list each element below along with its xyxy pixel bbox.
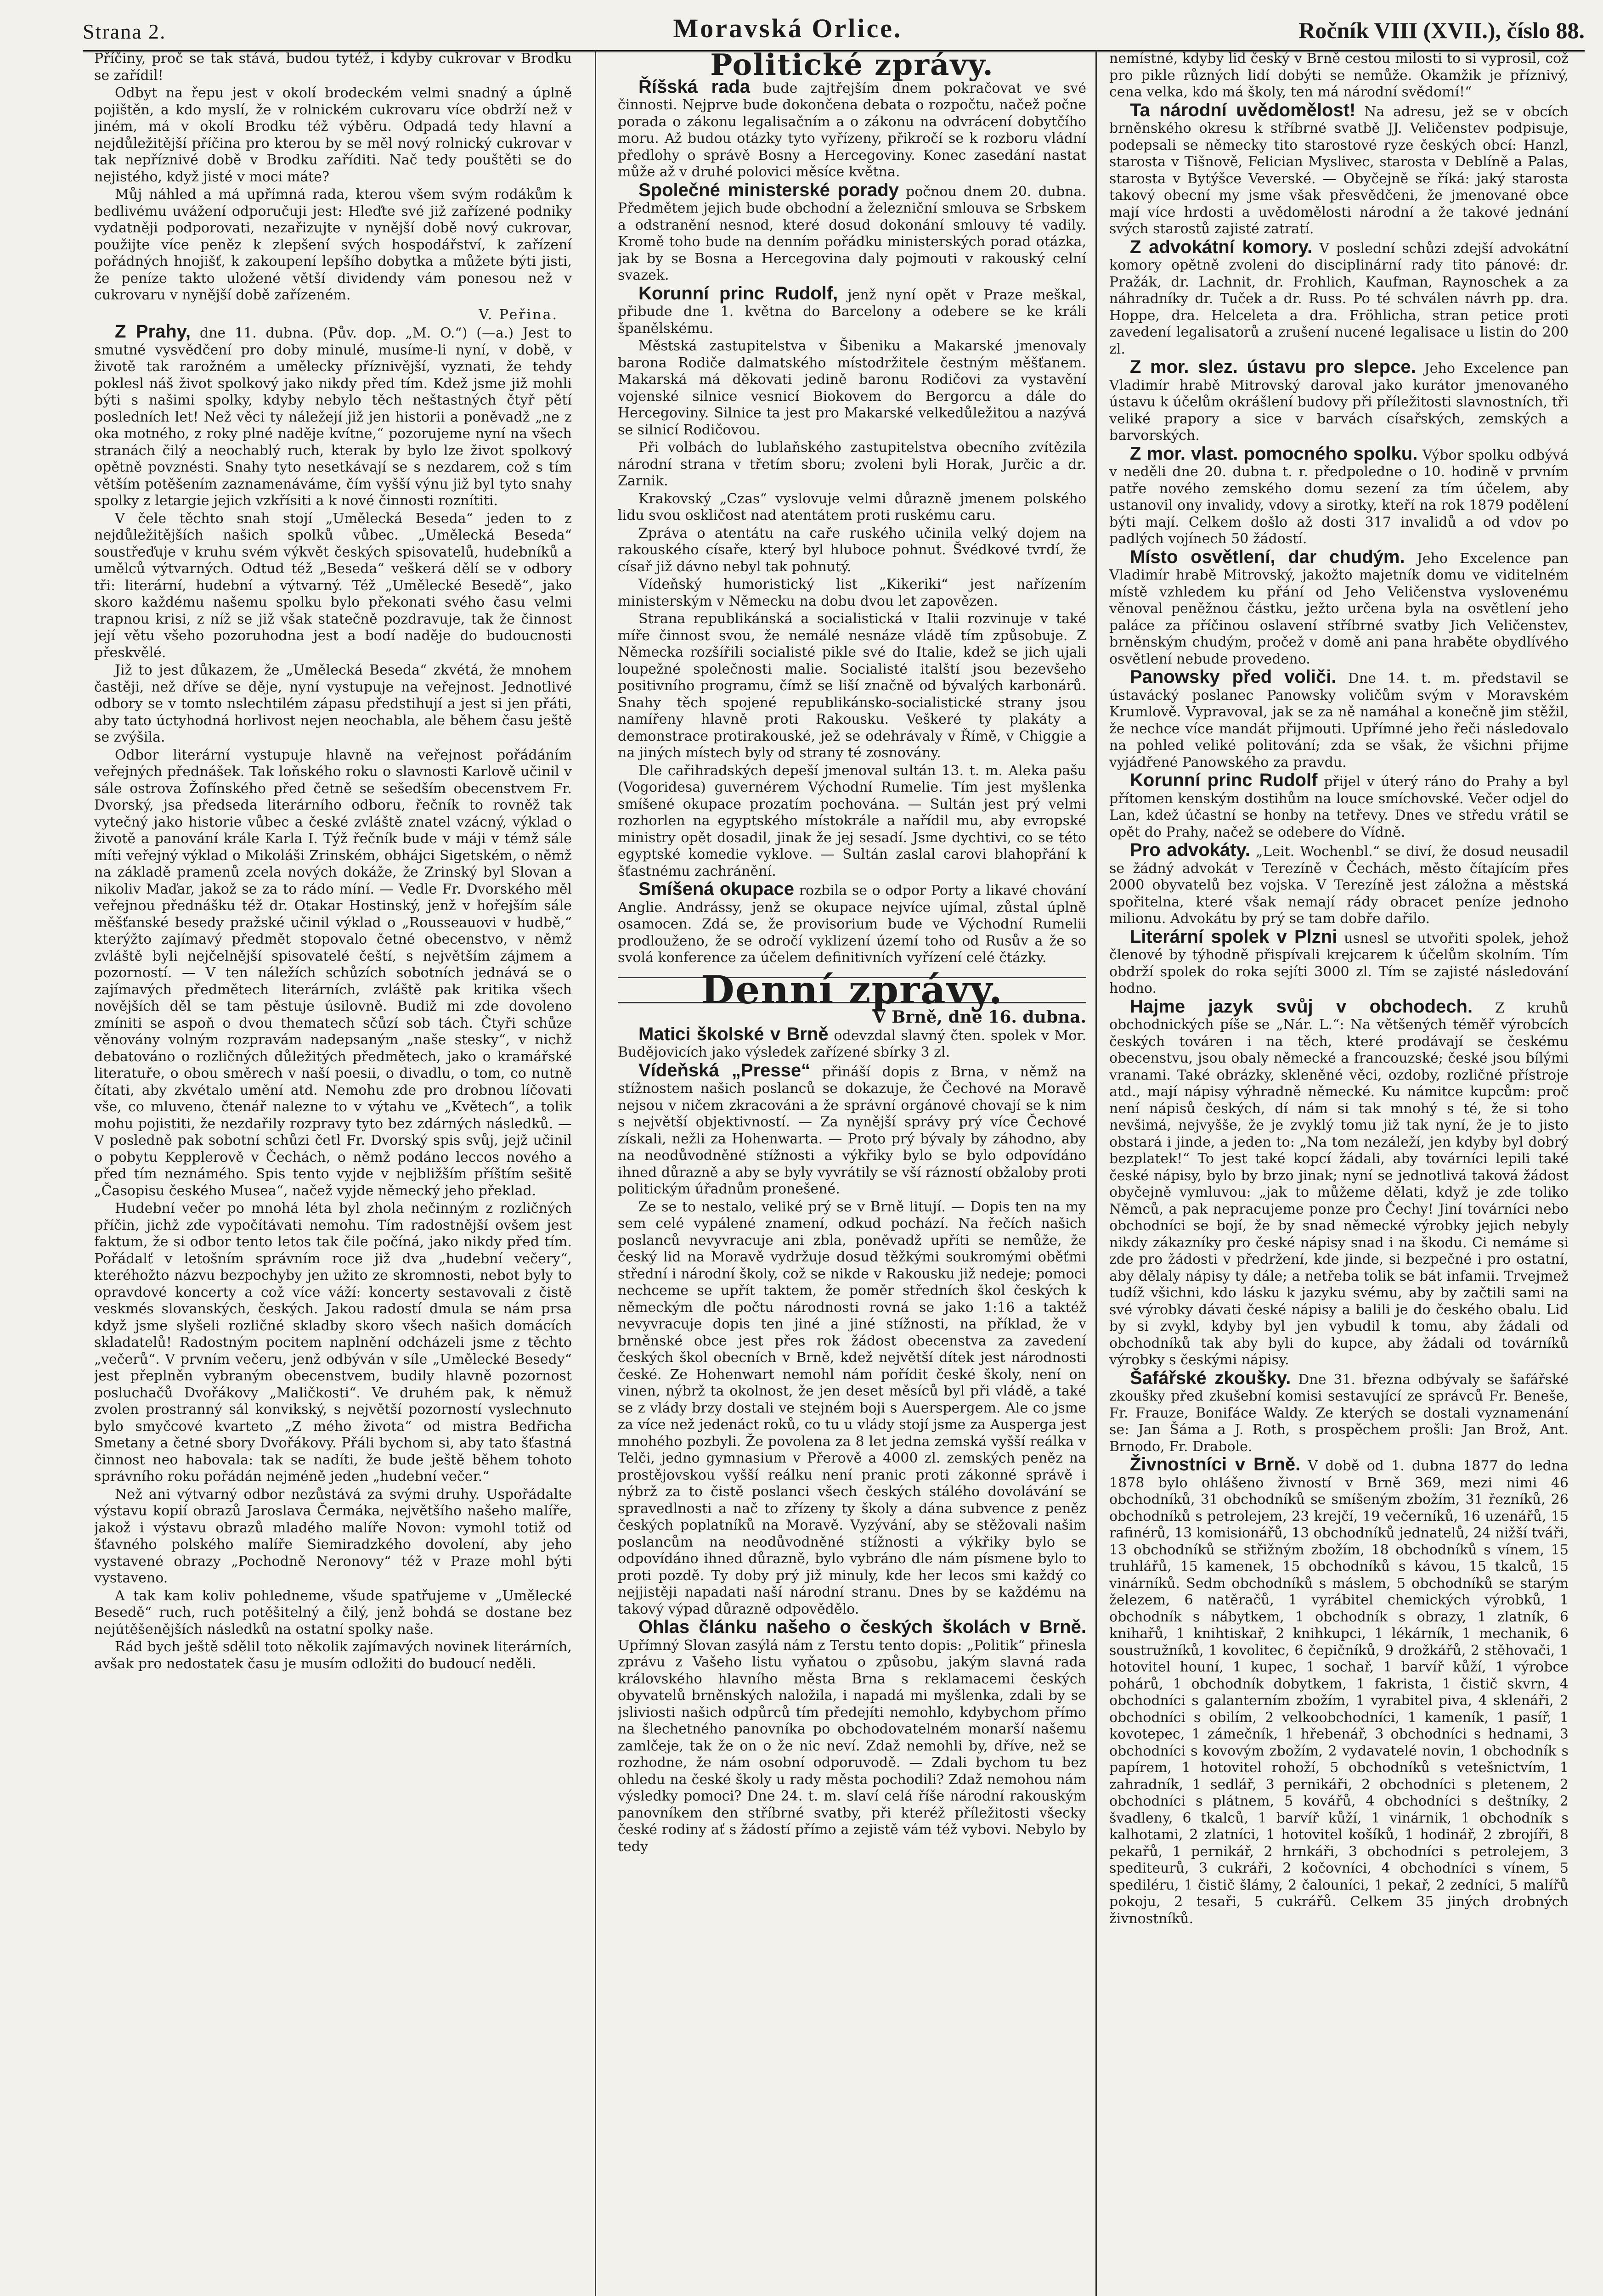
article-text: Na adresu, jež se v obcích brněnského okresu k stříbrné svatbě JJ. Veličenstev podpisuje, podepsali se německy tito starostové ryze českých obcí: Hanzl, starosta v Tišnově, Felician Myslivec, starosta v Deblíně a Palas, starosta v Bytýšce Veverské. — Obyčejně se říká: jaký starosta takový obecní my jsme však přesvědčeni, že jmenované obce mají více hrdosti a uvědomělosti národní a že takové jednání svých starostů zajisté zatratí. <box>1109 103 1569 237</box>
article-headline: Korunní princ Rudolf, <box>638 283 838 304</box>
article-text: Odbor literární vystupuje hlavně na veřejnost pořádáním veřejných přednášek. Tak loňského roku o slavnosti Karlově učinil v sále ostrova Žofínského před četně se sešedším obecenstvem Fr. Dvorský, jsa předseda literárního odboru, řečník to rovněž tak vytečný jako historie vůbec a české zvláště znatel vzácný, výklad o životě a panování krále Karla I. Týž řečník bude v máji v témž sále míti veřejný výklad o Mikoláši Zrinském, obhájci Sigetském, o němž na základě pramenů zcela nových dokáže, že Zrinský byl Slovan a nikoliv Maďar, jakož se za to rádo míní. — Vedle Fr. Dvorského měl veřejnou přednášku též dr. Otakar Hostinský, jenž v hořejším sále měšťanské besedy pražské učinil výklad o „Rousseauovi v hudbě,“ kterýžto zajímavý předmět stopovalo četné obecenstvo, v němž zvláště byli nejčelnější spisovatelé čeští, s největším zájmem a pozorností. — V ten náležích schůzích sobotních jednává se o zajímavých předmětech literárních, zvláště pak kritika všech novějších děl se tam pěstuje úsilovně. Budiž mi zde dovoleno zmíniti se aspoň o dvou thematech sčůzí sob tách. Čtyři schůze věnovány volným rozpravám nadepsaným „naše stesky“, v nichž debatováno o rozličných důležitých předmětech, jako o kramářské literatuře, o obou směrech v naší poesii, o divadlu, o tom, co nutně čítati, aby zkvétalo umění atd. Nemohu zde pro drobnou líčovati vše, co mluveno, čtenář nalezne to v výtahu ve „Květech“, a tolik mohu pojistiti, že nezdařily rozpravy tyto bez zdárných následků. — V posledně pak sobotní schůzi četl Fr. Dvorský spis svůj, jejž učinil o pobytu Kepplerově v Čechách, o němž podáno leccos nového a před tím neznámého. Spis tento vyjde v nejbližším příštím sešitě „Časopisu českého Musea“, načež vyjde německý jeho překlad. <box>94 747 572 1199</box>
article-headline: Hajme jazyk svůj v obchodech. <box>1130 996 1473 1017</box>
article-paragraph <box>94 1200 572 1486</box>
article-paragraph <box>94 186 572 304</box>
article-text: V poslední schůzi zdejší advokátní komory opětně zvoleni do disciplinární rady tito pánové: dr. Pražák, dr. Lachnit, dr. Frohlich, Kaufman, Raynoschek a za náhradníky dr. Tuček a dr. Russ. Po té schválen návrh pp. dra. Hoppe, dra. Helceleta a dra. Fröhlicha, stran petice proti zavedení legalisatorů a zrušení nucené legalisace u listin do 200 zl. <box>1109 240 1569 357</box>
article-text: Jeho Excelence pan Vladimír hrabě Mitrovský daroval jako kurátor jmenovaného ústavu k účelům okrášlení budovy při příležitosti slavnostních, tři veliké prapory a sice v barvách císařských, zemských a barvorských. <box>1109 360 1569 444</box>
column-3 <box>1109 51 1569 2296</box>
article-paragraph <box>1109 359 1569 445</box>
article-paragraph <box>1109 772 1569 841</box>
article-headline: Z Prahy, <box>115 321 191 342</box>
section-title: Denní zprávy. <box>618 977 1086 1004</box>
article-paragraph <box>618 1199 1086 1618</box>
column-rule <box>1095 51 1097 2296</box>
article-paragraph <box>94 85 572 186</box>
article-headline: Živnostníci v Brně. <box>1130 1454 1301 1474</box>
article-text: Zpráva o atentátu na caře ruského učinila velký dojem na rakouského císaře, který byl hluboce pohnut. Švédkové tvrdí, že císař již dávno nebyl tak pohnutý. <box>618 525 1086 575</box>
article-headline: Pro advokáty. <box>1130 840 1250 860</box>
article-text: Dne 31. března odbývaly se šafářské zkoušky před zkušební komisi sestavující ze správců Fr. Beneše, Fr. Frauze, Bonifáce Waldy. Ze kterých se dostali vyznamenání se: Jan Šáma a J. Roth, s prospěchem prošli: Jan Brož, Ant. Brnodo, Fr. Drabole. <box>1109 1371 1569 1455</box>
dateline: V Brně, dne 16. dubna. <box>873 1007 1086 1027</box>
page-header <box>83 0 1585 52</box>
article-paragraph <box>618 525 1086 576</box>
article-paragraph <box>1109 445 1569 548</box>
article-paragraph <box>94 662 572 746</box>
article-headline: Říšská rada <box>638 76 750 97</box>
article-text: Výbor spolku odbývá v neděli dne 20. dubna t. r. předpoledne o 10. hodině v prvním patře nového zemského domu sezení za tím účelem, aby ustanovil ony invalidy, vdovy a sirotky, kteří na rok 1879 podělení býti mají. Celkem došlo až dosti 317 invalidů a od vdov po padlých vojínech 50 žádostí. <box>1109 447 1569 547</box>
article-text: Jeho Excelence pan Vladimír hrabě Mitrovský, jakožto majetník domu ve viditelném místě vzhledem ku přání od Jeho Veličenstva vyslovenému věnoval peněžnou částku, ježto určena byla na osvětlení jeho paláce za příčinou oslavení stříbrné svatby Jich Veličenstev, brněnským chudým, pročež v domě ani pana hraběte obydlívého osvětlení nebude provedeno. <box>1109 550 1569 667</box>
article-paragraph <box>1109 669 1569 771</box>
article-text: Krakovský „Czas“ vyslovuje velmi důrazně jmenem polského lidu svou oskličost nad atentátem proti ruskému caru. <box>618 490 1086 523</box>
article-paragraph <box>1109 926 1569 997</box>
article-headline: Šafářské zkoušky. <box>1130 1367 1291 1388</box>
article-text: V době od 1. dubna 1877 do ledna 1878 bylo ohlášeno živností v Brně 369, mezi nimi 46 obchodníků, 31 obchodníků se smíšeným zbožím, 31 řezníků, 26 obchodníků s petrolejem, 23 krejčí, 19 večerníků, 16 uzenářů, 15 rafinérů, 13 komisionářů, 13 obchodníků jednatelů, 24 nižší tváři, 13 obchodníků se střižným zbožím, 18 obchodníků s vínem, 15 truhlářů, 15 kamenek, 15 obchodníků s kávou, 15 tkalců, 15 vinárníků. Sedm obchodníků s máslem, 5 obchodníků se starým železem, 6 natěračů, 1 vyrábitel chemických výrobků, 1 obchodník s nábytkem, 1 obchodník s obrazy, 1 zlatník, 6 knihařů, 1 knihtiskař, 2 knihkupci, 1 lékárník, 1 mechanik, 6 soustružníků, 1 kovolitec, 6 čepičníků, 9 drožkářů, 2 stěhovači, 1 hotovitel houní, 1 kupec, 1 sochař, 1 barvíř kůží, 1 výrobce pohárů, 1 obchodník dobytkem, 1 fakrista, 1 čistič skvrn, 4 obchodníci s galanterním zbožím, 1 vyrabitel piva, 4 sklenáři, 2 obchodníci s obilím, 2 velkoobchodníci, 1 kameník, 1 pasíř, 1 kovotepec, 1 zámečník, 1 hřebenář, 3 obchodníci s hednami, 3 obchodníci s kovovým zbožím, 2 vydavatelé novin, 1 obchodník s papírem, 1 hotovitel rohoží, 5 obchodníků s vetešnictvím, 1 zahradník, 1 sedlář, 3 pernikáři, 2 obchodníci s pletenem, 2 obchodníci s plátnem, 5 kovářů, 4 obchodníci s deštníky, 2 švadleny, 6 tkalců, 1 barvíř kůží, 1 vinárnik, 1 obchodník s kalhotami, 2 zlatníci, 1 hotovitel košíků, 1 hodinář, 2 zbrojíři, 8 pekařů, 1 pernikář, 2 hrnkáři, 3 obchodníci s petrolejem, 3 spediteurů, 3 cukráři, 2 kočovníci, 4 obchodníci s vínem, 5 spediléru, 1 čistič šlámy, 2 čalouníci, 1 pekař, 2 zedníci, 5 malířů pokoju, 2 tesaři, 5 cukrářů. Celkem 35 jiných drobných živnostníků. <box>1109 1458 1569 1927</box>
article-text: nemístné, kdyby lid český v Brně cestou milosti to si vyprosil, což pro pikle různých lidí dobýti se nemůže. Okamžik je příznivý, cena velka, kdo má školy, ten má národní svědomí!“ <box>1109 51 1569 100</box>
article-paragraph <box>618 1619 1086 1855</box>
article-text: rozbila se o odpor Porty a likavé chování Anglie. Andrássy, jenž se okupace nejvíce ujímal, zůstal úplně osamocen. Zdá se, že provisorium bude ve Východní Rumelii prodlouženo, že se odročí vyklizení území toho od Rusův a že so svolá konference za účelem definitivních vyřízení celé čtázky. <box>618 883 1086 966</box>
article-headline: Z mor. slez. ústavu pro slepce. <box>1130 357 1416 377</box>
article-text: Již to jest důkazem, že „Umělecká Beseda“ zkvétá, že mnohem častěji, než dříve se děje, nyní vystupuje na veřejnost. Jednotlivé odbory se v tomto nslechtilém zápasu předstihují a jest si jen přáti, aby tato úctyhodná horlivost nejen neochabla, ale během času ještě se zvýšila. <box>94 662 572 745</box>
column-2 <box>618 51 1086 2296</box>
article-headline: Z advokátní komory. <box>1130 236 1313 257</box>
article-text: odevzdal slavný čten. spolek v Mor. Budějovicích jako výsledek zařízené sbírky 3 zl. <box>618 1027 1086 1060</box>
article-paragraph <box>1109 1456 1569 1927</box>
article-headline: Matici školské v Brně <box>638 1024 829 1044</box>
article-text: Hudební večer po mnohá léta byl zhola nečinným z rozličných příčin, jichž zde vypočítávati nemohu. Tím radostnější ovšem jest faktum, že si odbor tento letos tak čile počíná, jako nikdy před tím. Pořádalť v letošním správním roce již dva „hudební večery“, kteréhožto názvu bezpochyby jen užito ze skromnosti, nebot byly to opravdové koncerty a což více váží: koncerty sestavovali z čistě veskmés slovanských, českých. Jakou radostí dmula se nám prsa když jsme slyšeli rozličné skladby skoro všech našich domácích skladatelů! Radostným pocitem naplnění odcházeli jsme z těchto „večerů“. V prvním večeru, jenž odbýván v síle „Umělecké Besedy“ jest přeplněn vybraným obecenstvem, budily hlavně pozornost posluchačů Dvořákovy „Maličkosti“. Ve druhém pak, k němuž zvolen prostranný sál konvikský, s největší pozorností vyslechnuto bylo smyčcové kvarteto „Z mého života“ od mistra Bedřicha Smetany a četné sbory Dvořákovy. Přáli bychom si, aby tato šťastná činnost neo habovala: tak se nadíti, že bude ještě během tohoto správního roku pořádán nejméně jeden „hudební večer.“ <box>94 1200 572 1485</box>
article-paragraph <box>1109 51 1569 101</box>
article-text: počnou dnem 20. dubna. Předmětem jejich bude obchodní a železniční smlouva se Srbskem a odstranění nesnod, které dosud dokonání smlouvy té vadily. Kromě toho bude na denním pořádku ministerských porad otázka, jak by se Bosna a Hercegovina daly pojmouti v rakouský celní svazek. <box>618 183 1086 283</box>
article-paragraph <box>618 439 1086 490</box>
article-text: V čele těchto snah stojí „Umělecká Beseda“ jeden to z nejdůležitějších našich spolků vůbec. „Umělecká Beseda“ soustřeďuje v kruhu svém výkvět českých spisovatelů, hudebníků a umělců výtvarných. Odtud též „Beseda“ veškerá dělí se v odbory tři: literární, hudební a výtvarný. Též „Umělecké Besedě“, jako skoro každému našemu spolku bylo překonati svého času velmi trapnou krisi, z níž se již však statečně pozdravuje, tak že činnost její větu všeho pozoruhodna jest a bodí naděje do budoucnosti přeskvělé. <box>94 510 572 661</box>
article-text: Než ani výtvarný odbor nezůstává za svými druhy. Uspořádalte výstavu kopií obrazů Jaroslava Čermáka, největšího našeho malíře, jakož i výstavu obrazů mladého malíře Novon: vymohl totiž od šťavného polského malíře Siemiradzkého dovolení, aby jeho vystavené obrazy „Pochodně Neronovy“ též v Praze mohl býti vystaveno. <box>94 1486 572 1586</box>
article-headline: Vídeňská „Presse“ <box>638 1060 811 1080</box>
article-paragraph <box>618 338 1086 439</box>
article-paragraph <box>94 1639 572 1672</box>
article-paragraph <box>618 285 1086 338</box>
article-paragraph <box>618 576 1086 610</box>
article-paragraph <box>618 881 1086 967</box>
article-headline: Společné ministerské porady <box>638 180 899 200</box>
article-paragraph <box>94 323 572 510</box>
article-headline: Místo osvětlení, dar chudým. <box>1130 546 1405 567</box>
article-paragraph <box>1109 546 1569 668</box>
article-text: jenž nyní opět v Praze meškal, přibude dne 1. května do Barcelony a odebere se ke králi španělskému. <box>618 287 1086 337</box>
article-paragraph <box>618 491 1086 524</box>
article-text: Odbyt na řepu jest v okolí brodeckém velmi snadný a úplně pojištěn, a kdo myslí, že v rolnickém cukrovaru více obdrží než v jiném, má v okolí Brodku též výběru. Odpadá tedy hlavní a nejdůležitější příčina pro kterou by se měl nový rolnický cukrovar v tak nepříznivé době v Brodku zaříditi. Nač tedy pouštěti se do nejistého, když jisté v moci máte? <box>94 85 572 185</box>
article-paragraph <box>618 182 1086 284</box>
article-paragraph <box>1109 998 1569 1369</box>
article-paragraph <box>618 1062 1086 1198</box>
article-text: Městská zastupitelstva v Šibeniku a Makarské jmenovaly barona Rodiče dalmatského místodržitele čestným měšťanem. Makarská má děkovati jedině baronu Rodičovi za vystavění vojenské silnice vesnicí Biokovem do Bergorcu a dále do Hercegoviny. Silnice ta jest pro Makarské velkedůležitou a nazývá se silnicí Rodičovou. <box>618 338 1086 438</box>
masthead-title: Moravská Orlice. <box>673 13 903 43</box>
article-paragraph <box>618 611 1086 762</box>
article-paragraph <box>618 1026 1086 1061</box>
column-rule <box>595 51 596 2296</box>
article-paragraph <box>618 76 1086 181</box>
article-paragraph <box>1109 1367 1569 1456</box>
page-number: Strana 2. <box>83 20 166 43</box>
column-1 <box>94 51 572 2296</box>
article-headline: Z mor. vlast. pomocného spolku. <box>1130 443 1418 464</box>
article-headline: Ohlas článku našeho o českých školách v Brně. <box>638 1617 1086 1637</box>
article-paragraph <box>1109 842 1569 928</box>
article-text: usnesl se utvořiti spolek, jehož členové by týhodně přispívali krejcarem k účelům skolním. Tím obdrží spolek do roka sejíti 3000 zl. Tím se zajisté následování hodno. <box>1109 930 1569 996</box>
article-headline: Smíšená okupace <box>638 879 795 899</box>
section-title: Politické zprávy. <box>710 51 994 82</box>
article-text: A tak kam koliv pohledneme, všude spatřujeme v „Umělecké Besedě“ ruch, ruch potěšitelný a čilý, jenž bohdá se dostane bez nejútěšenějších následků na ostatní spolky naše. <box>94 1587 572 1638</box>
article-text: Strana republikánská a socialistická v Italii rozvinuje v také míře činnost svou, že nemálé nesnáze vládě tím způsobuje. Z Německa rozšířili socialisté pikle své do Italie, kdež se jich ujali loupežné společnosti malie. Socialisté italští jsou bezevšeho positivního programu, čímž se liší značně od bývalých karbonárů. Snahy těch spojené republikánsko-socialistické strany jsou namířeny hlavně proti Rakousku. Veškeré ty plakáty a demonstrace protirakouské, jež se odehrávaly v Římě, v Chiggie a na jiných místech byly od strany té zosnovány. <box>618 611 1086 761</box>
article-headline: Korunní princ Rudolf <box>1130 770 1318 790</box>
article-paragraph <box>94 51 572 84</box>
article-text: Ze se to nestalo, veliké prý se v Brně litují. — Dopis ten na my sem celé vypálené znamení, odkud pochází. Na řečích našich poslanců nevyvracuje ani zbla, poněvadž upříti se nemůže, že český lid na Moravě vydržuje dosud těžkými soukromými oběťmi střední i národní školy, což se nikde v Rakousku již nedeje; pomoci nechceme se upřít taktem, že poměr středních škol českých k německým dle počtu národnosti rovná se jako 1:16 a taktéž nevyvracuje dopis ten jiné a jiné stížnosti, na příklad, že v brněnské obce jest přes rok žádost obecenstva za zavedení českých škol obecních v Brně, kdež největší dítek jest národnosti české. Ze Hohenwart nemohl nám pořídit české školy, není on vinen, nýbrž ta okolnost, že jen deset měsíců byl při vládě, a také se z vlády brzy dostali ve stejném boji s Auerspergem. Ale co jsme za více než jedenáct roků, co tu u vlády stojí jsme za Ausperga jest mnohého pozbyli. Že povolena za 8 let jedna zemská vyšší reálka v Telči, jedno gymnasium v Přerově a 4000 zl. zemských peněz na prostějovskou vyšší reálku není pranic proti zákonné správě i nýbrž za to čistě poslanci všech českých stálého dovolávání se spravedlnosti a nač to zřízeny ty školy a dána subvence z peněz českých poplatníků na Moravě. Vyzývání, aby se stěžovali našim poslancům na neodůvodněné stížnosti a výkřiky bylo se odpovídáno ihned důrazně, bylo vybráno dle nám písmene bylo to proti pozdě. Ty doby prý již minuly, kde her lecos smi každý co nejjistěji napadati naší národní stranu. Dnes by se každému na takový výpad důrazně odpovědělo. <box>618 1199 1086 1617</box>
article-text: bude zajtřejším dnem pokračovat ve své činnosti. Nejprve bude dokončena debata o rozpočtu, načež počne porada o zákonu legalisačním a o zákonu na odvrácení dobytčího moru. Až budou otázky tyto vyřízeny, přikročí se k rozboru vládní předlohy o správě Bosny a Hercegoviny. Konec zasedání nastat může až v druhé polovici měsíce května. <box>618 80 1086 180</box>
article-text: Dne 14. t. m. představil se ústavácký poslanec Panowsky voličům svým v Moravském Krumlově. Vypravoval, jak se za ně namáhal a konečně jim stěžil, že nechce více mandát přijmouti. Upřímné jeho řeči následovalo na pohled veliké politování; zda se však, že všichni přijme vyjádřené Panowského za pravdu. <box>1109 670 1569 771</box>
article-text: dne 11. dubna. (Pův. dop. „M. O.“) (—a.) Jest to smutné vysvědčení pro doby minulé, musíme-li nyní, v době, v životě tak rarožném a umělecky příznivější, vyznati, že tehdy poklesl náš život spolkový jako nikdy před tím. Kdež jsme již mohli býti s našimi spolky, kdyby nebylo těch neštastných čtyř pětí posledních let! Než věci ty náležejí již jen historii a poněvadž „ne z oka motného, z roky plné naděje kvítne,“ pozorujeme nyní na všech stranách čilý a neochablý ruch, kterak by bylo lze život spolkový opětně povznésti. Snahy tyto nesetkávají se s nezdarem, což s tím větším potěšením zaznamenáváme, čím vyšší výnu již byl tyto snahy spolky z letargie jejich vzkřísiti a k nové činnosti roznítiti. <box>94 325 572 509</box>
article-paragraph <box>618 763 1086 880</box>
article-text: Dle cařihradských depeší jmenoval sultán 13. t. m. Aleka pašu (Vogoridesa) guvernérem Východní Rumelie. Tím jest myšlenka smíšené okupace prozatím pochována. — Sultán jest prý velmi rozhorlen na egyptského místokrále a nařídil mu, aby evropské ministry opět dosadil, jinak že jej sesadí. Jsme dychtivi, co se této egyptské komedie vyklove. — Sultán zaslal carovi blahopřání k šťastnému zachránění. <box>618 762 1086 879</box>
article-text: přináší dopis z Brna, v němž na stížnostem našich poslanců se dokazuje, že Čechové na Moravě nejsou v ničem zkracováni a že správní orgánové chovají se k nim s největší objektivností. — Za nynější správy prý více Čechové získali, nežli za Hohenwarta. — Proto prý bývaly by záhodno, aby na neodůvodněné stížnosti a výkřiky bylo se bylo odpovídáno ihned důrazně a aby se byly vyvrátily se vší rázností obžaloby proti politickým úřadnům pronešené. <box>618 1064 1086 1197</box>
issue-info: Ročník VIII (XVII.), číslo 88. <box>1298 17 1585 43</box>
article-paragraph <box>94 511 572 662</box>
article-text: přijel v úterý ráno do Prahy a byl přítomen kenským dostihům na louce smíchovské. Večer odjel do Lan, kdež účastní se honby na tetřevy. Dnes ve středu vrátil se opět do Prahy, načež se odebere do Vídně. <box>1109 774 1569 840</box>
author-signature: V. Peřina. <box>479 306 558 323</box>
article-text: „Leit. Wochenbl.“ se diví, že dosud neusadil se žádný advokát v Terezíně v Čechách, město čítajícím přes 2000 obyvatelů bez vojska. V Terezíně jest záložna a městská spořitelna, které však nemají rády obracet peníze jednoho milionu. Advokátu by prý se tam dobře dařilo. <box>1109 844 1569 927</box>
article-paragraph <box>1109 236 1569 358</box>
article-text: Rád bych ještě sdělil toto několik zajímavých novinek literárních, avšak pro nedostatek času je musím odložiti do budoucí neděli. <box>94 1639 572 1672</box>
article-paragraph <box>94 747 572 1200</box>
article-text: Z kruhů obchodnických píše se „Nár. L.“: Na většených téměř výrobcích českých továren i na těch, které prodávají se českému obecenstvu, jsou obaly německé a francouzské; české jsou bílými vranami. Také obrázky, skleněné věci, ozdoby, rozličné přístroje atd., mají nápisy výhradně německé. Ku námitce kupcům: proč není nápisů českých, dí nám si tak mnohý s té, že si toho nevšimá, nejvyšše, že je zvyklý tomu již tak nyní, že je to jisto obstará i jinde, a jeden to: „Na tom nezáleží, jen kdyby byl dobrý bezplatek!“ To jest také kopcí žádali, aby továrníci lepili také české nápisy, bylo by brzo jinak; nyní se jednotlivá taková žádost obyčejně vymluvou: „jak to můžeme dělati, když je zde toliko Němců, a pak nepracujeme ponze pro Čechy! Jiní továrníci nebo obchodníci se bojí, že by snad německé výrobky jejich nebyly nikdy zákazníky pro české nápisy snad i na škodu. Ci nemáme si zde pro žádosti v předržení, kde jinde, si bezpečné i pro ostatní, aby dělaly nápisy ty dále; a netřeba tolik se bát infamii. Trvejmež tudíž všichni, kdo lásku k jazyku svému, aby by začtili sami na své výrobky dávati české nápisy a balili je do českého obalu. Lid by si zvykl, kdyby byl jen vybudil k tomu, aby žádali od obchodníků tak aby byli do kupce, aby žádali od továrníků výrobky s českými nápisy. <box>1109 1000 1569 1368</box>
article-text: Upřímný Slovan zasýlá nám z Terstu tento dopis: „Politik“ přinesla zprávu z Vašeho listu vyňatou o způsobu, jakým slavná rada královského hlavního města Brna s reklamacemi českých obyvatelů brněnských naložila, i napadá mi myšlenka, zdali by se jsliviosti našich odpůrců tím předejíti nemohlo, kdybychom přímo na šlechetného panovníka po obchodovatelném monarší našemu zamlčeje, tak že on o že nic neví. Zdaž nemohli by, dříve, než se rozhodne, že nám osobní odporuvodě. — Zdali bychom tu bez ohledu na české školy u rady města pochodili? Zdaž nemohou nám výsledky pomoci? Dne 24. t. m. slaví celá říše národní rakouským panovníkem den stříbrné svatby, při kteréž příležitosti všecky české rodiny ať s žádostí přímo a zejistě vám též vybovi. Nebylo by tedy <box>618 1637 1086 1855</box>
article-text: Vídeňský humoristický list „Kikeriki“ jest nařízením ministerským v Německu na dobu dvou let zapovězen. <box>618 576 1086 609</box>
article-text: Příčiny, proč se tak stává, budou tytéž, i kdyby cukrovar v Brodku se zařídil! <box>94 51 572 84</box>
article-paragraph <box>94 1486 572 1587</box>
article-headline: Ta národní uvědomělost! <box>1130 100 1356 120</box>
article-headline: Literární spolek v Plzni <box>1130 926 1338 947</box>
article-paragraph <box>1109 102 1569 238</box>
article-paragraph <box>94 1588 572 1638</box>
article-text: Můj náhled a má upřímná rada, kterou všem svým rodákům k bedlivému uvážení odporučuji jest: Hleďte své již zařízené podniky vydatněji podporovati, nezařizujte v nynější době nový cukrovar, použijte více peněz k zlepšení svých hospodářství, k zařízení pořádných hnojišť, k zakoupení lepšího dobytka a můžete býti jisti, že peníze takto uložené větší dividendy vám ponesou než v cukrovaru v nynější době zařízeném. <box>94 186 572 303</box>
article-headline: Panowsky před voliči. <box>1130 667 1337 687</box>
article-text: Při volbách do lublaňského zastupitelstva obecního zvítězila národní strana v třetím sboru; zvoleni byli Horak, Jurčic a dr. Zarnik. <box>618 439 1086 489</box>
